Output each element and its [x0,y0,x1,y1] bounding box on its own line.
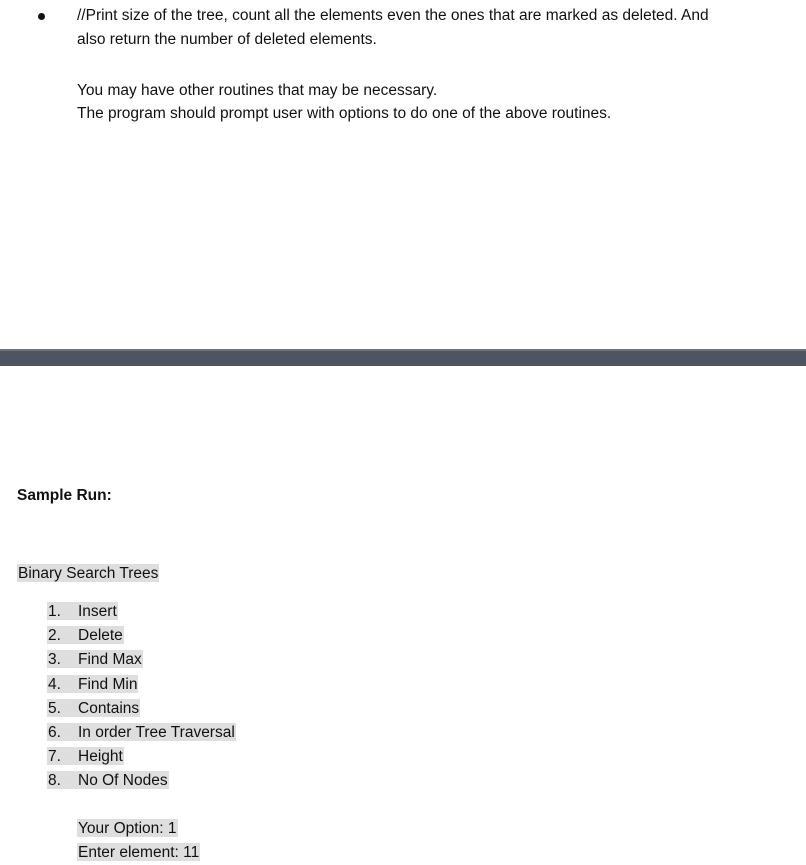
list-item [47,697,236,721]
bullet-line-1: //Print size of the tree, count all the elements even the ones that are marked as deleted. And [77,7,709,24]
menu-label: Find Min [78,675,138,693]
menu-label: Contains [78,699,140,717]
menu-number: 8. [48,772,61,790]
option-prompt: Your Option: 1 [78,820,177,837]
bullet-item [38,4,798,52]
menu-list [47,600,236,794]
menu-number: 5. [48,699,61,717]
menu-number: 2. [48,627,61,645]
list-item [47,600,236,624]
bullet-dot-icon [38,13,45,20]
menu-label: In order Tree Traversal [78,723,235,741]
notes-paragraph [77,79,611,125]
list-item [47,673,236,697]
menu-number: 7. [48,748,61,766]
menu-number: 1. [48,603,61,620]
bullet-text [77,4,798,52]
menu-label: No Of Nodes [78,772,168,790]
bullet-line-2: also return the number of deleted elements. [77,31,377,48]
prompts [77,817,200,865]
list-item [47,721,236,745]
sample-run-heading: Sample Run: [17,487,112,504]
notes-line-2: The program should prompt user with options to do one of the above routines. [77,105,612,122]
sample-run-title-text: Binary Search Trees [18,565,159,582]
list-item [47,769,236,793]
menu-number: 6. [48,723,61,741]
menu-number: 3. [48,651,61,669]
menu-number: 4. [48,675,61,693]
list-item [47,745,236,769]
notes-line-1: You may have other routines that may be necessary. [77,82,438,99]
page-divider [0,349,806,366]
element-prompt: Enter element: 11 [78,844,200,861]
menu-label: Insert [78,603,117,620]
menu-label: Delete [78,627,123,645]
list-item [47,624,236,648]
menu-label: Find Max [78,651,142,669]
list-item [47,648,236,672]
sample-run-title [17,563,159,585]
menu-label: Height [78,748,123,766]
